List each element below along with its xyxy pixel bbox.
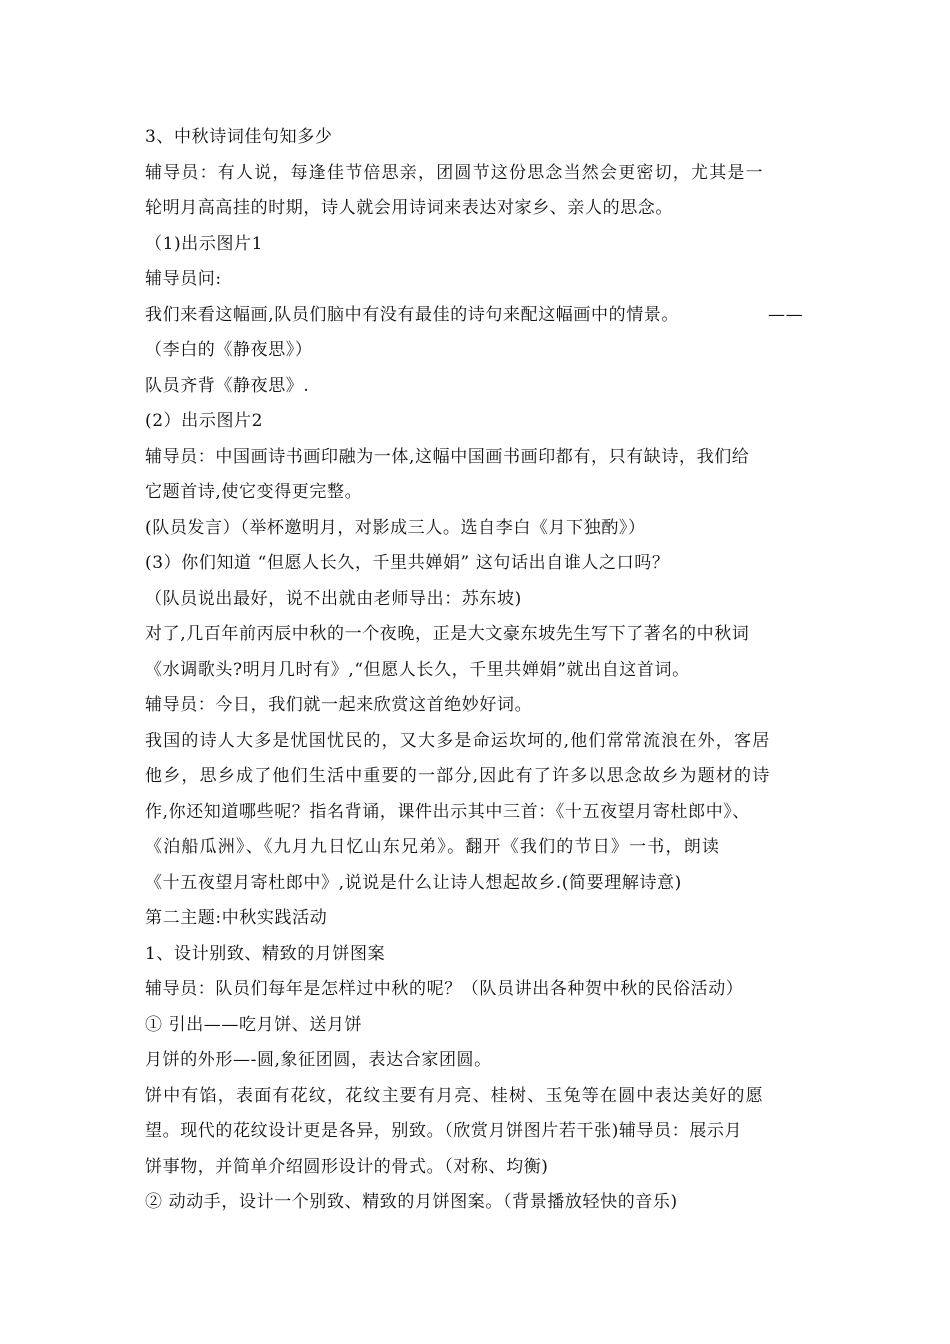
paragraph-line: 轮明月高高挂的时期，诗人就会用诗词来表达对家乡、亲人的思念。 <box>145 198 673 218</box>
list-item: ① 引出——吃月饼、送月饼 <box>145 1014 363 1035</box>
paragraph-line: 辅导员：今日，我们就一起来欣赏这首绝妙好词。 <box>145 695 533 715</box>
paragraph-line: 《十五夜望月寄杜郎中》,说说是什么让诗人想起故乡.(简要理解诗意) <box>145 872 682 893</box>
paragraph-line: （李白的《静夜思》） <box>145 340 313 360</box>
paragraph-line: 队员齐背《静夜思》. <box>145 375 310 396</box>
paragraph-line: 辅导员问: <box>145 269 222 289</box>
paragraph-line: 我国的诗人大多是忧国忧民的，又大多是命运坎坷的,他们常常流浪在外，客居 <box>145 730 771 751</box>
paragraph-line: 饼事物，并简单介绍圆形设计的骨式。（对称、均衡) <box>145 1156 549 1177</box>
section-heading-poetry: 3、中秋诗词佳句知多少 <box>145 127 333 147</box>
paragraph-line: 望。现代的花纹设计更是各异，别致。（欣赏月饼图片若干张)辅导员：展示月 <box>145 1121 743 1141</box>
paragraph-line: 他乡，思乡成了他们生活中重要的一部分,因此有了许多以思念故乡为题材的诗 <box>145 766 771 786</box>
paragraph-line: 《水调歌头?明月几时有》,“但愿人长久，千里共婵娟”就出自这首词。 <box>145 659 690 680</box>
paragraph-line: 它题首诗,使它变得更完整。 <box>145 482 363 502</box>
paragraph-line: (3）你们知道 “但愿人长久，千里共婵娟” 这句话出自谁人之口吗？ <box>145 553 670 573</box>
paragraph-line: (队员发言）（举杯邀明月，对影成三人。选自李白《月下独酌》） <box>145 517 646 538</box>
paragraph-line: 饼中有馅，表面有花纹，花纹主要有月亮、桂树、玉兔等在圆中表达美好的愿 <box>145 1085 764 1106</box>
paragraph-line: 辅导员：队员们每年是怎样过中秋的呢？（队员讲出各种贺中秋的民俗活动） <box>145 979 744 999</box>
paragraph-line: (2）出示图片2 <box>145 411 264 431</box>
list-item: ② 动动手，设计一个别致、精致的月饼图案。（背景播放轻快的音乐) <box>145 1192 678 1212</box>
document-body <box>145 120 815 1221</box>
section-heading-practice: 第二主题:中秋实践活动 <box>145 908 328 928</box>
paragraph-text: 我们来看这幅画,队员们脑中有没有最佳的诗句来配这幅画中的情景。 <box>145 304 680 325</box>
paragraph-line: 《泊船瓜洲》、《九月九日忆山东兄弟》。翻开《我们的节日》一书，朗读 <box>145 837 721 857</box>
paragraph-line: （1)出示图片1 <box>145 233 264 254</box>
subsection-heading-mooncake: 1、设计别致、精致的月饼图案 <box>145 943 386 964</box>
paragraph-line-with-dash <box>145 298 815 334</box>
paragraph-line: （队员说出最好，说不出就由老师导出：苏东坡) <box>145 588 522 609</box>
paragraph-line: 辅导员：中国画诗书画印融为一体,这幅中国画书画印都有，只有缺诗，我们给 <box>145 446 750 467</box>
paragraph-line: 对了,几百年前丙辰中秋的一个夜晚，正是大文豪东坡先生写下了著名的中秋词 <box>145 624 750 644</box>
paragraph-line: 作,你还知道哪些呢？指名背诵，课件出示其中三首：《十五夜望月寄杜郎中》、 <box>145 801 751 822</box>
paragraph-line: 月饼的外形—-圆,象征团圆，表达合家团圆。 <box>145 1050 492 1070</box>
em-dash: —— <box>768 304 804 325</box>
paragraph-line: 辅导员：有人说，每逢佳节倍思亲，团圆节这份思念当然会更密切，尤其是一 <box>145 162 764 183</box>
